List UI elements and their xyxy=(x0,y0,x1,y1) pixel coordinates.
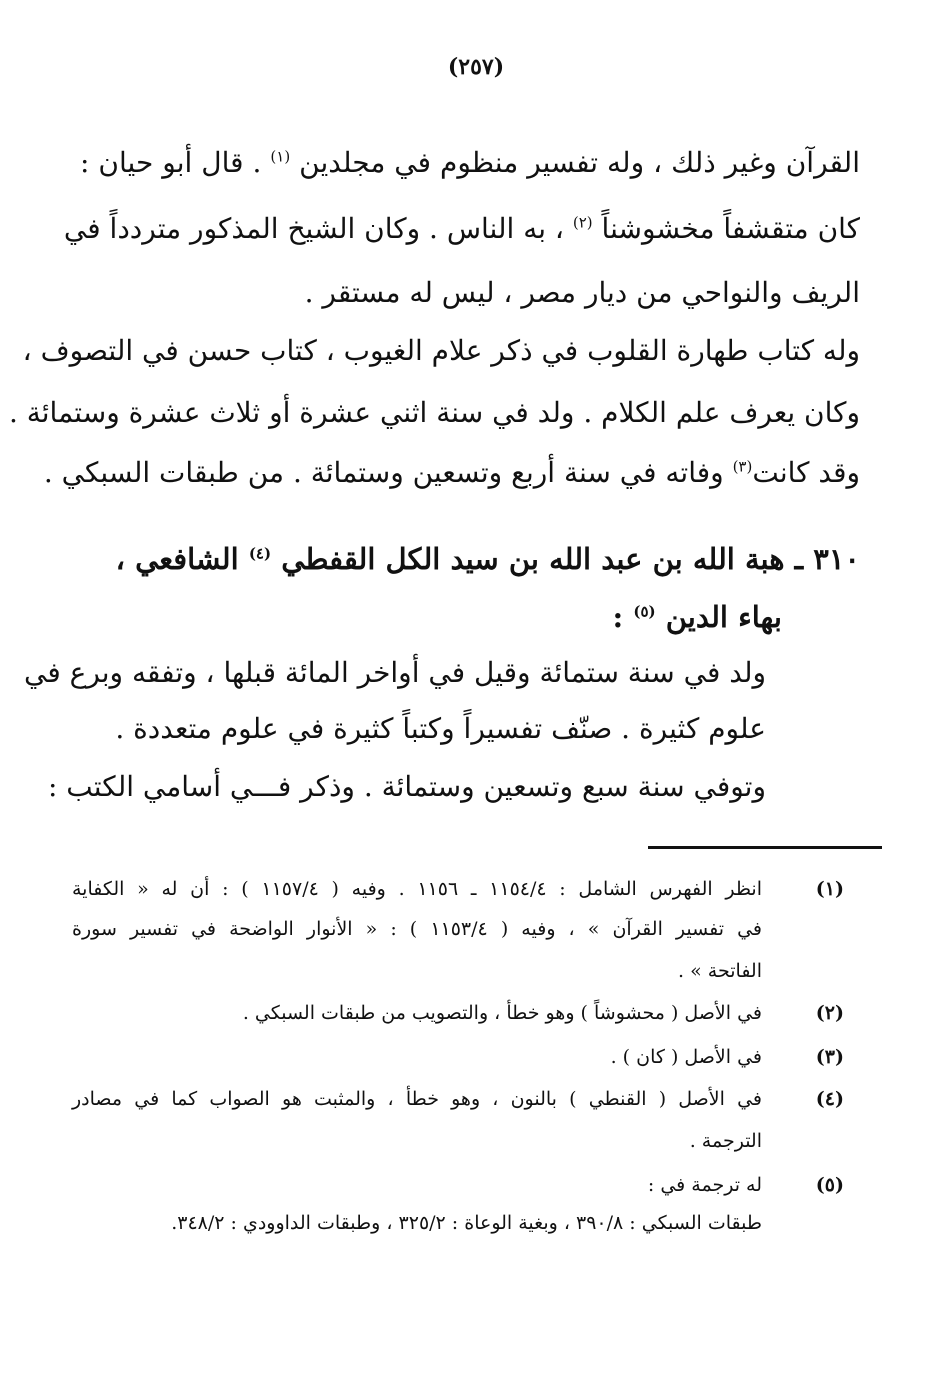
body-line: وله كتاب طهارة القلوب في ذكر علام الغيوب ، كتاب حسن في التصوف ، xyxy=(22,334,860,367)
footnote-number: (٥) xyxy=(815,1174,844,1196)
entry-title: بهاء الدين $^{(٥)}$ : xyxy=(612,600,782,634)
footnote-ref: (٢) xyxy=(572,213,593,232)
body-line: كان متقشفاً مخشوشناً $^{(٢)}$ ، به الناس . وكان الشيخ المذكور متردداً في xyxy=(63,212,860,245)
footnote-ref: (٤) xyxy=(248,544,272,563)
body-line: وقد كانت$^{(٣)}$ وفاته في سنة أربع وتسعين وستمائة . من طبقات السبكي . xyxy=(43,456,860,489)
entry-number: ٣١٠ ـ xyxy=(794,542,860,576)
footnote-line: له ترجمة في : xyxy=(647,1174,762,1196)
footnote-line: الفاتحة » . xyxy=(678,960,762,982)
footnote-line: انظر الفهرس الشامل : ١١٥٤/٤ ـ ١١٥٦ . وفيه ( ١١٥٧/٤ ) : أن له « الكفاية xyxy=(72,878,762,900)
footnote-line: في الأصل ( محشوشاً ) وهو خطأ ، والتصويب من طبقات السبكي . xyxy=(242,1002,762,1024)
footnote-ref: (١) xyxy=(270,147,291,166)
entry-body-line: علوم كثيرة . صنّف تفسيراً وكتباً كثيرة في علوم متعددة . xyxy=(115,712,766,745)
footnote-number: (٢) xyxy=(815,1002,844,1024)
page-number: (٢٥٧) xyxy=(447,54,505,80)
footnote-ref: (٥) xyxy=(633,602,656,621)
footnote-number: (٤) xyxy=(815,1088,844,1110)
footnote-number: (٣) xyxy=(815,1046,844,1068)
entry-body-line: وتوفي سنة سبع وتسعين وستمائة . وذكر فـــي أسامي الكتب : xyxy=(47,770,766,803)
entry-body-line: ولد في سنة ستمائة وقيل في أواخر المائة قبلها ، وتفقه وبرع في xyxy=(23,656,766,689)
entry-heading: ٣١٠ ـ هبة الله بن عبد الله بن سيد الكل القفطي $^{(٤)}$ الشافعي ، xyxy=(115,542,860,576)
footnote-line: في تفسير القرآن » ، وفيه ( ١١٥٣/٤ ) : « الأنوار الواضحة في تفسير سورة xyxy=(72,918,762,940)
footnote-line: في الأصل ( القنطي ) بالنون ، وهو خطأ ، والمثبت هو الصواب كما في مصادر xyxy=(72,1088,762,1110)
body-line: القرآن وغير ذلك ، وله تفسير منظوم في مجلدين $^{(١)}$ . قال أبو حيان : xyxy=(80,146,860,179)
footnote-separator xyxy=(648,846,882,849)
body-line: الريف والنواحي من ديار مصر ، ليس له مستقر . xyxy=(304,276,860,309)
footnote-line: في الأصل ( كان ) . xyxy=(610,1046,762,1068)
footnote-sources-line: طبقات السبكي : ٣٩٠/٨ ، وبغية الوعاة : ٣٢٥/٢ ، وطبقات الداوودي : ٣٤٨/٢. xyxy=(171,1212,762,1234)
footnote-ref: (٣) xyxy=(732,457,753,476)
body-line: وكان يعرف علم الكلام . ولد في سنة اثني عشرة أو ثلاث عشرة وستمائة . xyxy=(8,396,860,429)
footnote-number: (١) xyxy=(815,878,844,900)
footnote-line: الترجمة . xyxy=(689,1130,762,1152)
